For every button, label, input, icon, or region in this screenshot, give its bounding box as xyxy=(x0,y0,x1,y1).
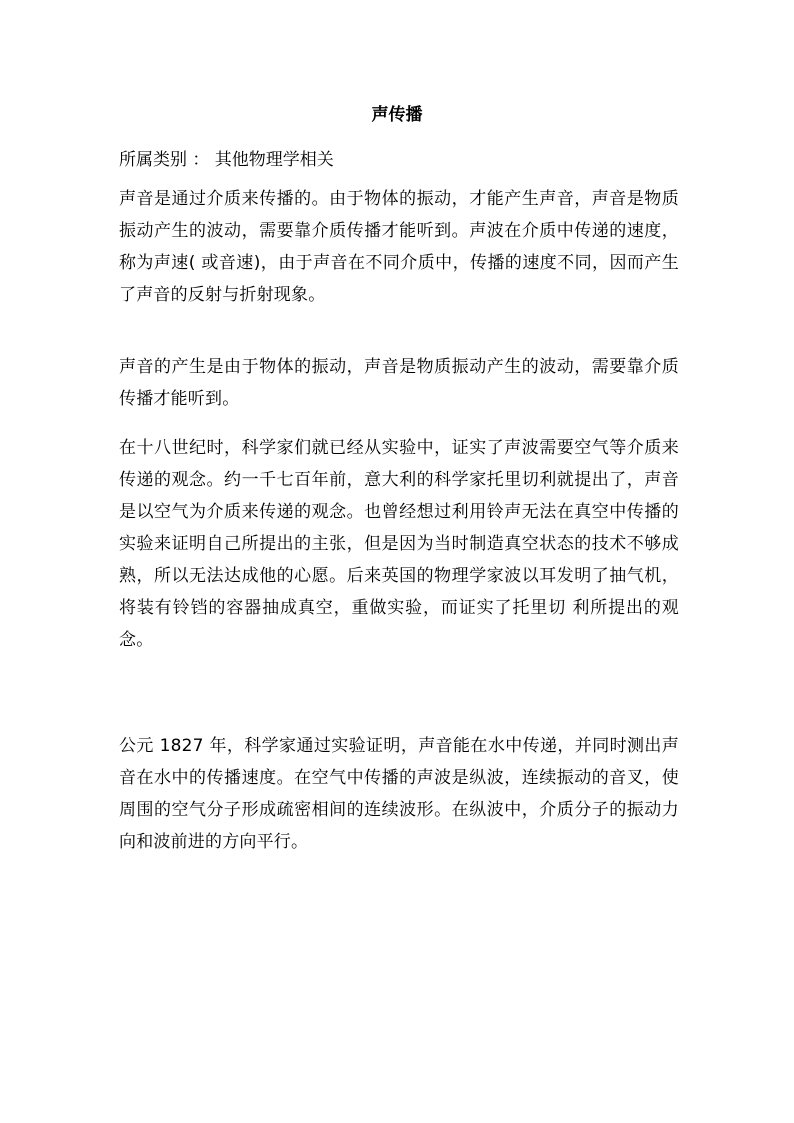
paragraph-water-propagation: 公元 1827 年，科学家通过实验证明，声音能在水中传递，并同时测出声 音在水中的传播速度。在空气中传播的声波是纵波，连续振动的音叉，使周围的空气分子形成疏密相间的连续波形。在纵波中，介质分子的振动力向和波前进的方向平行。 xyxy=(119,736,679,852)
category-line: 所属类别 ： 其他物理学相关 xyxy=(119,150,334,170)
document-title: 声传播 xyxy=(371,105,423,125)
paragraph-history: 在十八世纪时，科学家们就已经从实验中，证实了声波需要空气等介质来传递的观念。约一千七百年前，意大利的科学家托里切利就提出了，声音是以空气为介质来传递的观念。也曾经想过利用铃声无法在真空中传播的实验来证明自己所提出的主张，但是因为当时制造真空状态的技术不够成熟，所以无法达成他的心愿。后来英国的物理学家波以耳发明了抽气机，将装有铃铛的容器抽成真空，重做实验，而证实了托里切 利所提出的观念。 xyxy=(119,438,679,650)
paragraph-sound-origin: 声音的产生是由于物体的振动，声音是物质振动产生的波动，需要靠介质传播才能听到。 xyxy=(119,357,679,409)
paragraph-sound-propagation: 声音是通过介质来传播的。由于物体的振动，才能产生声音，声音是物质振动产生的波动，需要靠介质传播才能听到。声波在介质中传递的速度，称为声速( 或音速)，由于声音在不同介质中，传播的速度不同，因而产生了声音的反射与折射现象。 xyxy=(119,189,679,305)
